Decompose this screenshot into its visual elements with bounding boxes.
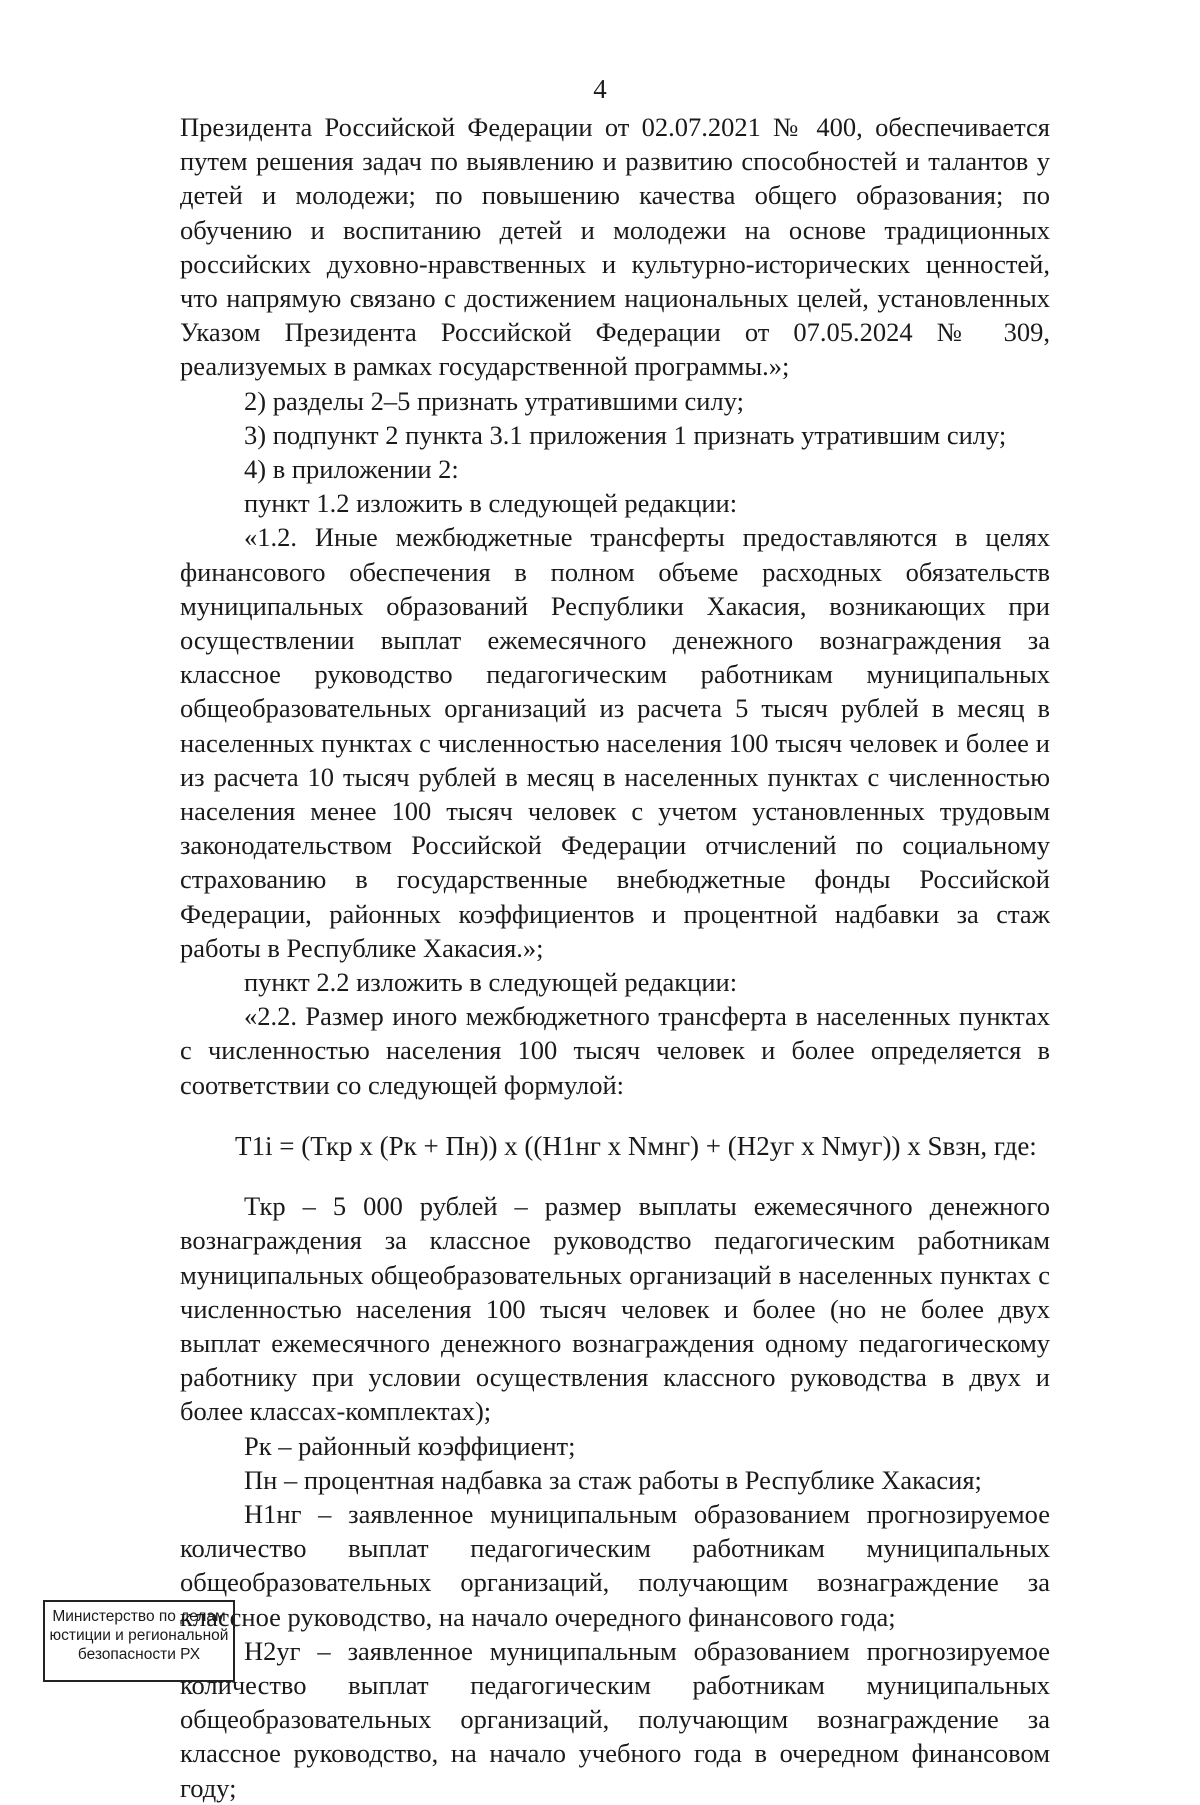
paragraph-point-2-2-intro: пункт 2.2 изложить в следующей редакции: bbox=[244, 967, 738, 998]
stamp-line-2: юстиции и региональной bbox=[49, 1627, 229, 1644]
stamp-line-3: безопасности РХ bbox=[77, 1646, 201, 1663]
definition-n1ng: Н1нг – заявленное муниципальным образованием прогнозируемое количество выплат педагогическим работникам муниципальных общеобразовательных организаций, получающим вознаграждение за классное руководство, на начало очередного финансового года; bbox=[180, 1498, 1050, 1632]
definition-n2ug: Н2уг – заявленное муниципальным образованием прогнозируемое количество выплат педагогическим работникам муниципальных общеобразовательных организаций, получающим вознаграждение за классное руководство, на начало учебного года в очередном финансовом году; bbox=[180, 1635, 1050, 1803]
document-body bbox=[180, 110, 1050, 1805]
definition-tkr: Ткр – 5 000 рублей – размер выплаты ежемесячного денежного вознаграждения за классное руководство педагогическим работникам муниципальных общеобразовательных организаций в населенных пунктах с численностью населения 100 тысяч человек и более (но не более двух выплат ежемесячного денежного вознаграждения одному педагогическому работнику при условии осуществления классного руководства в двух и более классах-комплектах); bbox=[180, 1191, 1050, 1427]
paragraph-item-3: 3) подпункт 2 пункта 3.1 приложения 1 признать утратившим силу; bbox=[244, 419, 1007, 450]
paragraph-item-2: 2) разделы 2–5 признать утратившими силу; bbox=[244, 385, 744, 416]
ministry-stamp bbox=[43, 1600, 235, 1682]
definition-pn: Пн – процентная надбавка за стаж работы в Республике Хакасия; bbox=[244, 1464, 982, 1495]
definition-rk: Рк – районный коэффициент; bbox=[244, 1430, 576, 1461]
formula: Т1i = (Ткр x (Рк + Пн)) x ((Н1нг x Nмнг) + (Н2уг x Nмуг)) x Sвзн, где: bbox=[235, 1130, 1037, 1161]
paragraph-continuation: Президента Российской Федерации от 02.07.2021 № 400, обеспечивается путем решения задач по выявлению и развитию способностей и талантов у детей и молодежи; по повышению качества общего образования; по обучению и воспитанию детей и молодежи на основе традиционных российских духовно-нравственных и культурно-исторических ценностей, что напрямую связано с достижением национальных целей, установленных Указом Президента Российской Федерации от 07.05.2024 № 309, реализуемых в рамках государственной программы.»; bbox=[180, 112, 1050, 382]
page-number: 4 bbox=[593, 74, 607, 104]
stamp-line-1: Министерство по делам bbox=[52, 1608, 226, 1625]
paragraph-point-1-2-text: «1.2. Иные межбюджетные трансферты предоставляются в целях финансового обеспечения в полном объеме расходных обязательств муниципальных образований Республики Хакасия, возникающих при осуществлении выплат ежемесячного денежного вознаграждения за классное руководство педагогическим работникам муниципальных общеобразовательных организаций из расчета 5 тысяч рублей в месяц в населенных пунктах с численностью населения 100 тысяч человек и более и из расчета 10 тысяч рублей в месяц в населенных пунктах с численностью населения менее 100 тысяч человек с учетом установленных трудовым законодательством Российской Федерации отчислений по социальному страхованию в государственные внебюджетные фонды Российской Федерации, районных коэффициентов и процентной надбавки за стаж работы в Республике Хакасия.»; bbox=[180, 522, 1050, 963]
paragraph-point-1-2-intro: пункт 1.2 изложить в следующей редакции: bbox=[244, 488, 738, 519]
paragraph-point-2-2-text: «2.2. Размер иного межбюджетного трансферта в населенных пунктах с численностью населения 100 тысяч человек и более определяется в соответствии со следующей формулой: bbox=[180, 1001, 1050, 1100]
paragraph-item-4: 4) в приложении 2: bbox=[244, 454, 459, 485]
